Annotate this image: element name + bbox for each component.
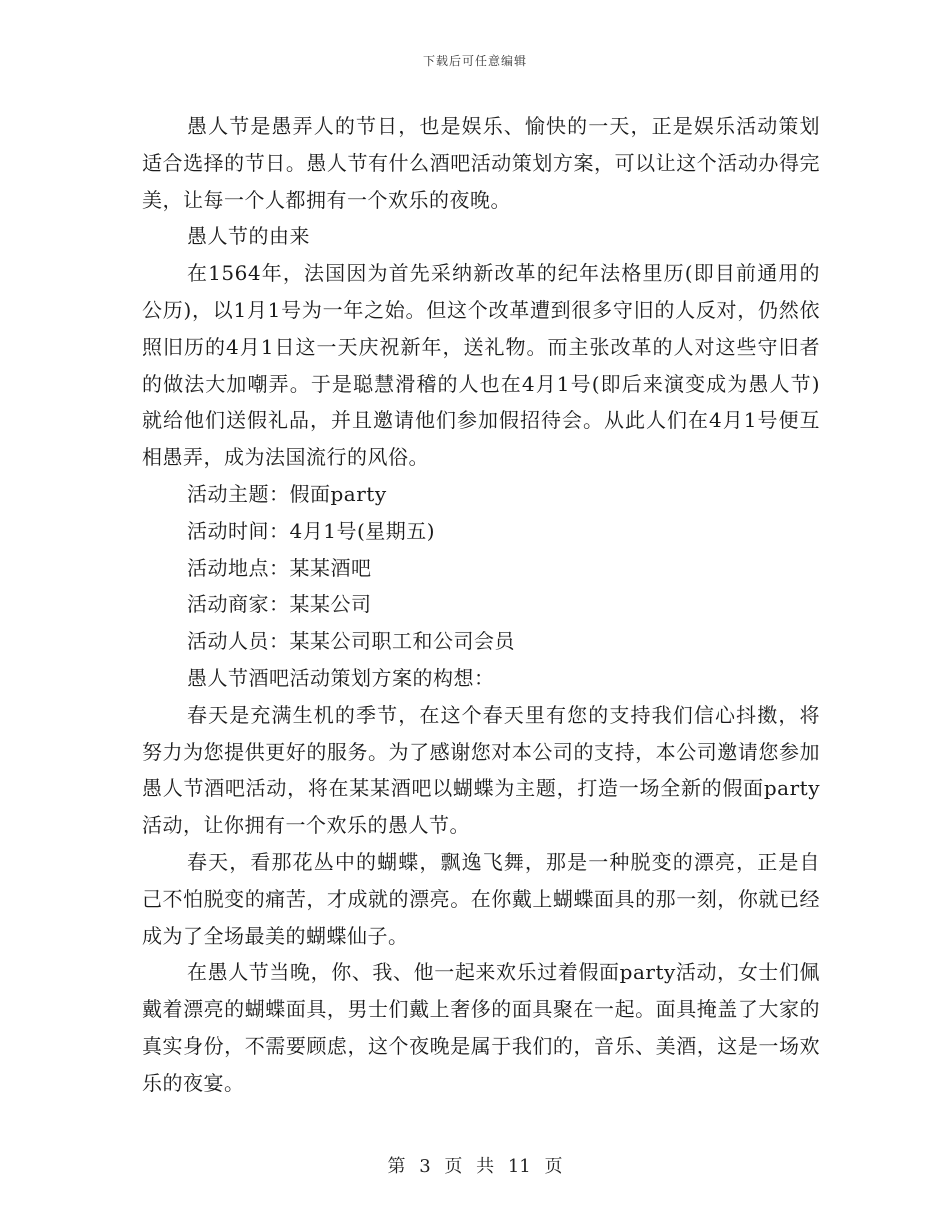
concept-paragraph-night: 在愚人节当晚，你、我、他一起来欢乐过着假面party活动，女士们佩戴着漂亮的蝴蝶面具，男士们戴上奢侈的面具聚在一起。面具掩盖了大家的真实身份，不需要顾虑，这个夜晚是属于我们的，音乐、美酒，这是一场欢乐的夜宴。 [142, 960, 820, 1095]
page-number: 第 3 页 共 11 页 [387, 1156, 563, 1177]
concept-paragraph-spring: 春天是充满生机的季节，在这个春天里有您的支持我们信心抖擞，将努力为您提供更好的服务。为了感谢您对本公司的支持，本公司邀请您参加愚人节酒吧活动，将在某某酒吧以蝴蝶为主题，打造一场全新的假面party活动，让你拥有一个欢乐的愚人节。 [142, 702, 820, 838]
concept-paragraph-butterfly: 春天，看那花丛中的蝴蝶，飘逸飞舞，那是一种脱变的漂亮，正是自己不怕脱变的痛苦，才成就的漂亮。在你戴上蝴蝶面具的那一刻，你就已经成为了全场最美的蝴蝶仙子。 [142, 849, 820, 948]
document-body [142, 108, 820, 1102]
origin-paragraph: 在1564年，法国因为首先采纳新改革的纪年法格里历(即目前通用的公历)，以1月1号为一年之始。但这个改革遭到很多守旧的人反对，仍然依照旧历的4月1日这一天庆祝新年，送礼物。而主张改革的人对这些守旧者的做法大加嘲弄。于是聪慧滑稽的人也在4月1号(即后来演变成为愚人节)就给他们送假礼品，并且邀请他们参加假招待会。从此人们在4月1号便互相愚弄，成为法国流行的风俗。 [142, 261, 820, 470]
activity-merchant: 活动商家：某某公司 [187, 592, 372, 617]
activity-theme: 活动主题：假面party [187, 481, 387, 506]
section-heading-origin: 愚人节的由来 [187, 224, 310, 249]
section-heading-concept: 愚人节酒吧活动策划方案的构想： [187, 665, 495, 690]
activity-location: 活动地点：某某酒吧 [187, 555, 372, 580]
page-header: 下载后可任意编辑 [422, 54, 527, 68]
activity-time: 活动时间：4月1号(星期五) [187, 518, 436, 543]
intro-paragraph: 愚人节是愚弄人的节日，也是娱乐、愉快的一天，正是娱乐活动策划适合选择的节日。愚人节有什么酒吧活动策划方案，可以让这个活动办得完美，让每一个人都拥有一个欢乐的夜晚。 [142, 114, 820, 212]
activity-participants: 活动人员：某某公司职工和公司会员 [187, 629, 515, 654]
